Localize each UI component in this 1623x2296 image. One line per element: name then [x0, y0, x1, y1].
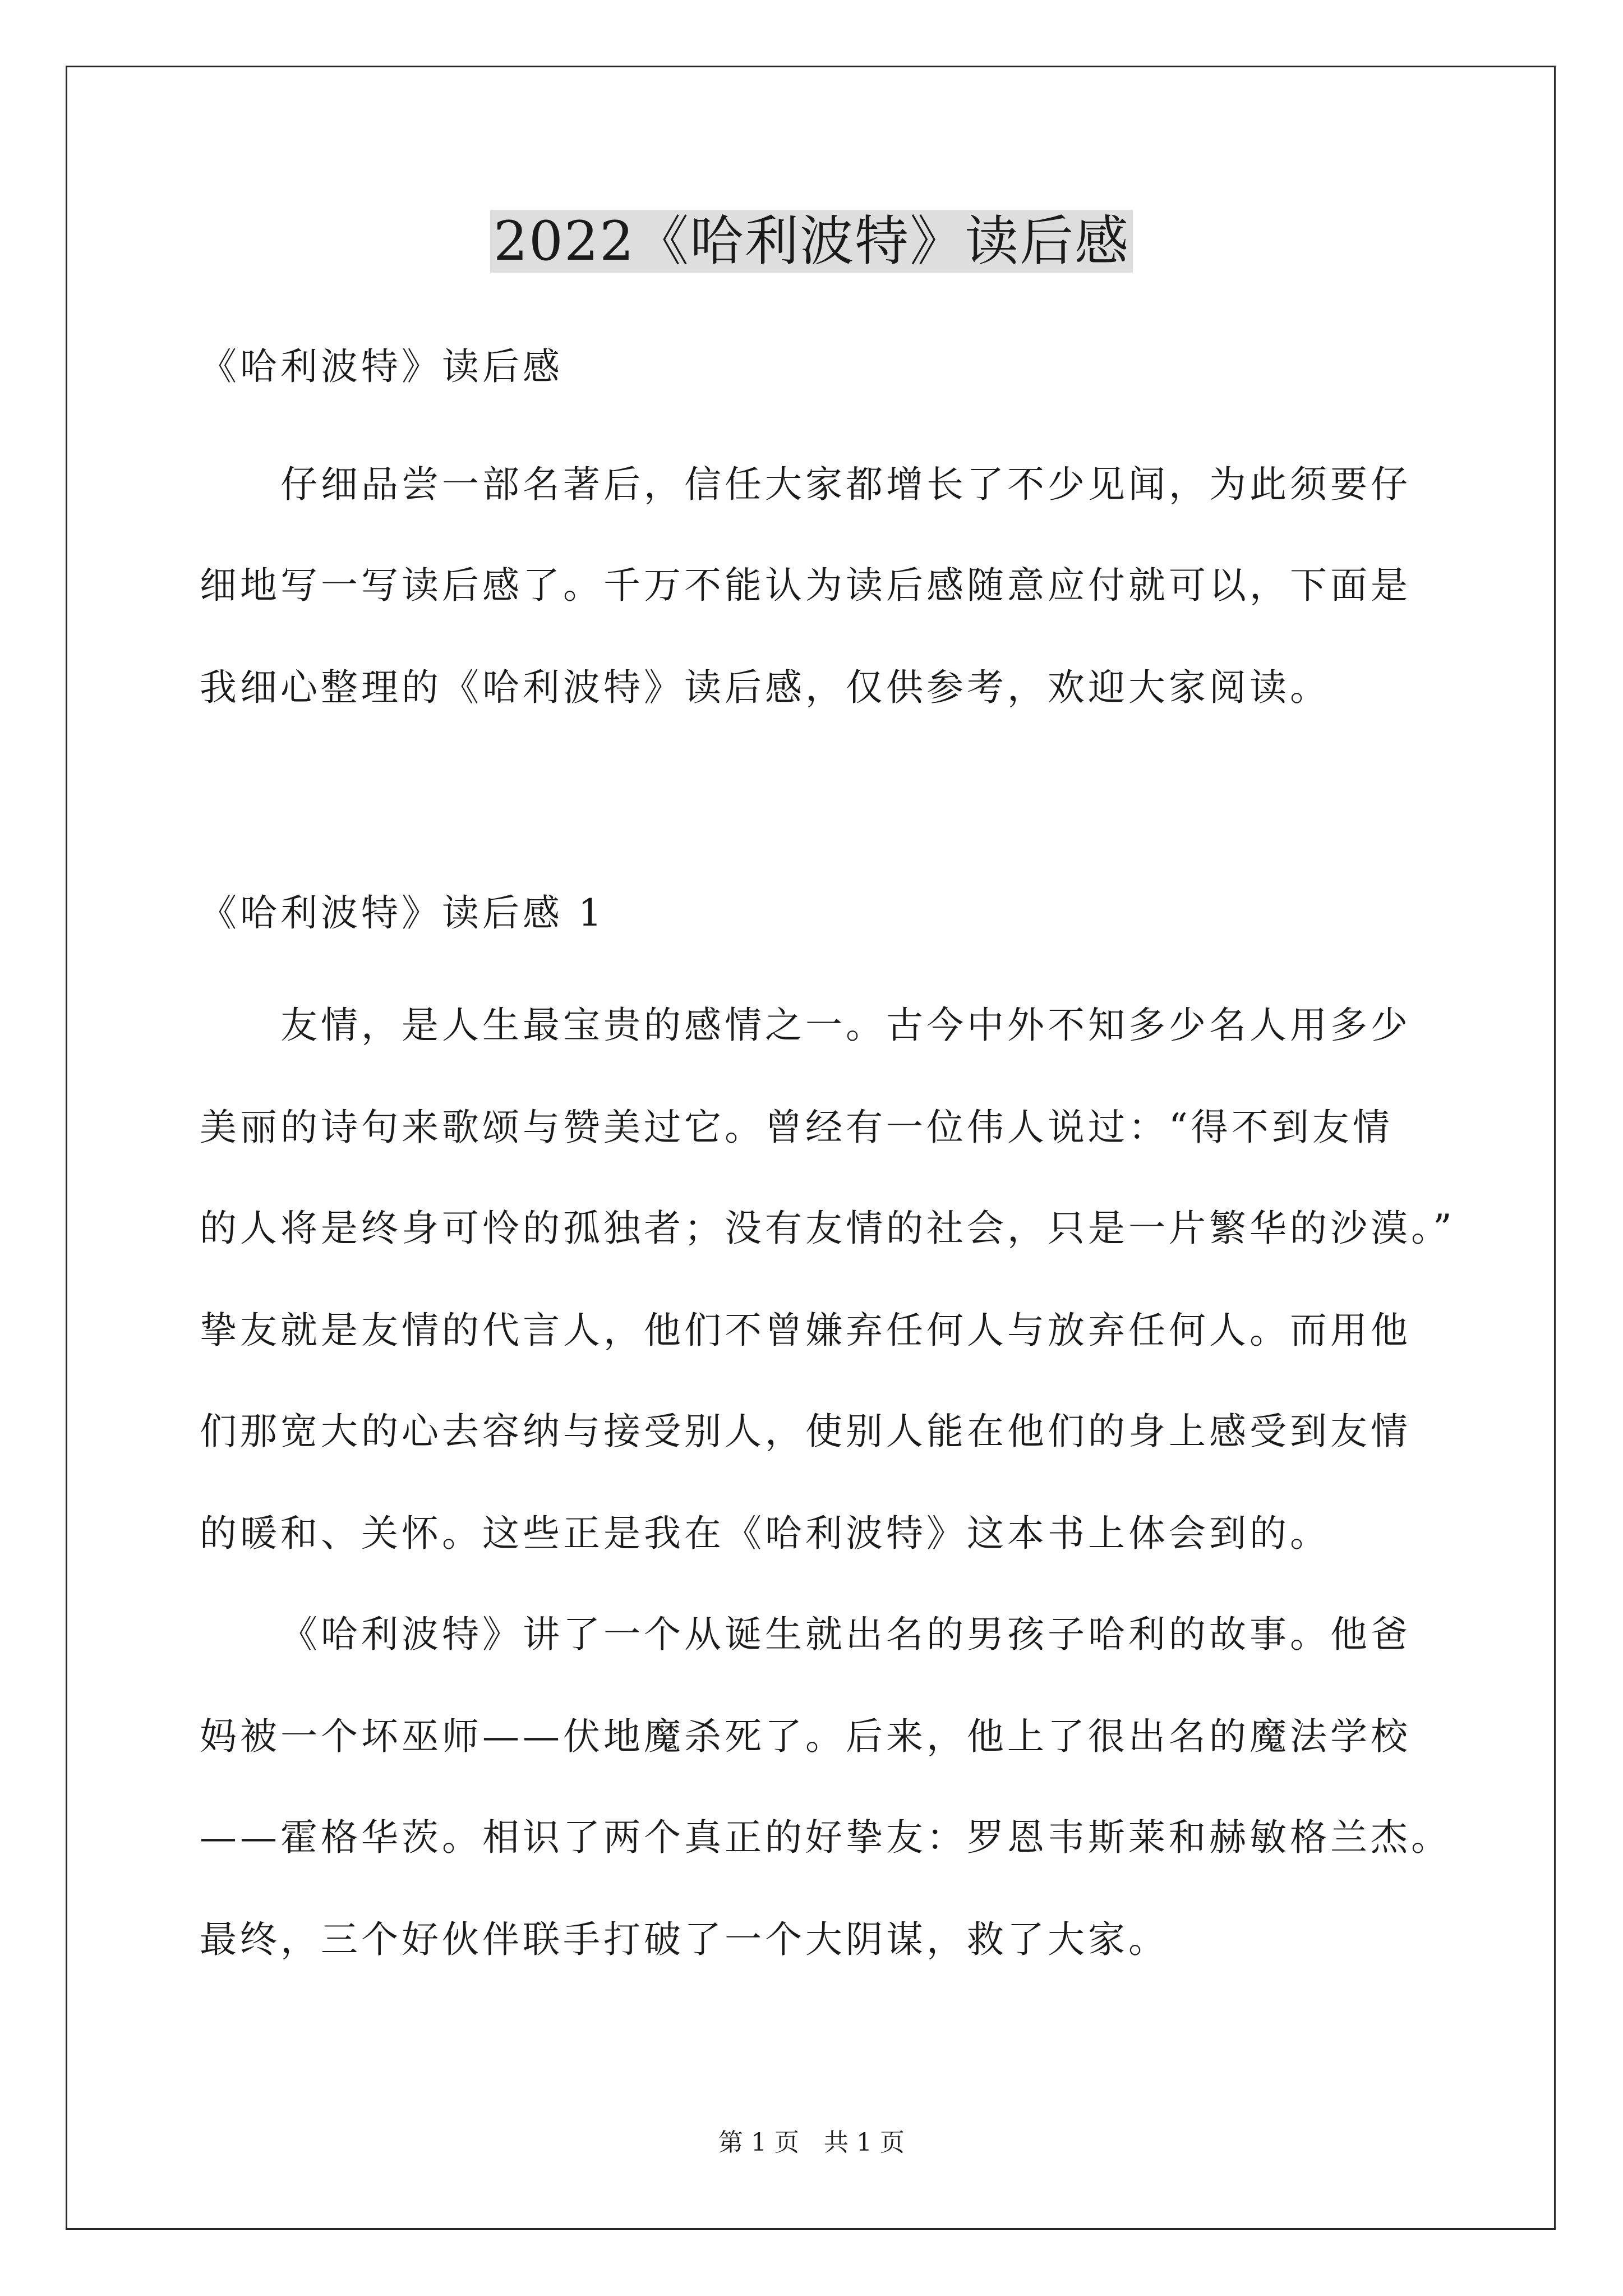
para2-line-1: 《哈利波特》讲了一个从诞生就出名的男孩子哈利的故事。他爸 [280, 1613, 1411, 1656]
para1-line-6: 的暖和、关怀。这些正是我在《哈利波特》这本书上体会到的。 [200, 1512, 1330, 1555]
intro-line-2: 细地写一写读后感了。千万不能认为读后感随意应付就可以，下面是 [200, 564, 1411, 607]
document-title-text: 2022《哈利波特》读后感 [490, 210, 1133, 273]
para2-line-4: 最终，三个好伙伴联手打破了一个大阴谋，救了大家。 [200, 1918, 1169, 1961]
para1-line-2: 美丽的诗句来歌颂与赞美过它。曾经有一位伟人说过：“得不到友情 [200, 1106, 1393, 1149]
document-title [0, 202, 1623, 280]
subheading: 《哈利波特》读后感 [200, 345, 563, 388]
intro-line-3: 我细心整理的《哈利波特》读后感，仅供参考，欢迎大家阅读。 [200, 666, 1330, 709]
para2-line-3: ——霍格华茨。相识了两个真正的好挚友：罗恩韦斯莱和赫敏格兰杰。 [200, 1816, 1451, 1859]
para1-line-1: 友情，是人生最宝贵的感情之一。古今中外不知多少名人用多少 [280, 1004, 1411, 1047]
para2-line-2: 妈被一个坏巫师——伏地魔杀死了。后来，他上了很出名的魔法学校 [200, 1715, 1411, 1758]
para1-line-5: 们那宽大的心去容纳与接受别人，使别人能在他们的身上感受到友情 [200, 1410, 1411, 1453]
para1-line-3: 的人将是终身可怜的孤独者；没有友情的社会，只是一片繁华的沙漠。” [200, 1207, 1455, 1250]
section-heading: 《哈利波特》读后感 1 [200, 891, 605, 935]
para1-line-4: 挚友就是友情的代言人，他们不曾嫌弃任何人与放弃任何人。而用他 [200, 1309, 1411, 1352]
intro-line-1: 仔细品尝一部名著后，信任大家都增长了不少见闻，为此须要仔 [280, 463, 1411, 506]
page-footer: 第 1 页 共 1 页 [718, 2128, 905, 2157]
